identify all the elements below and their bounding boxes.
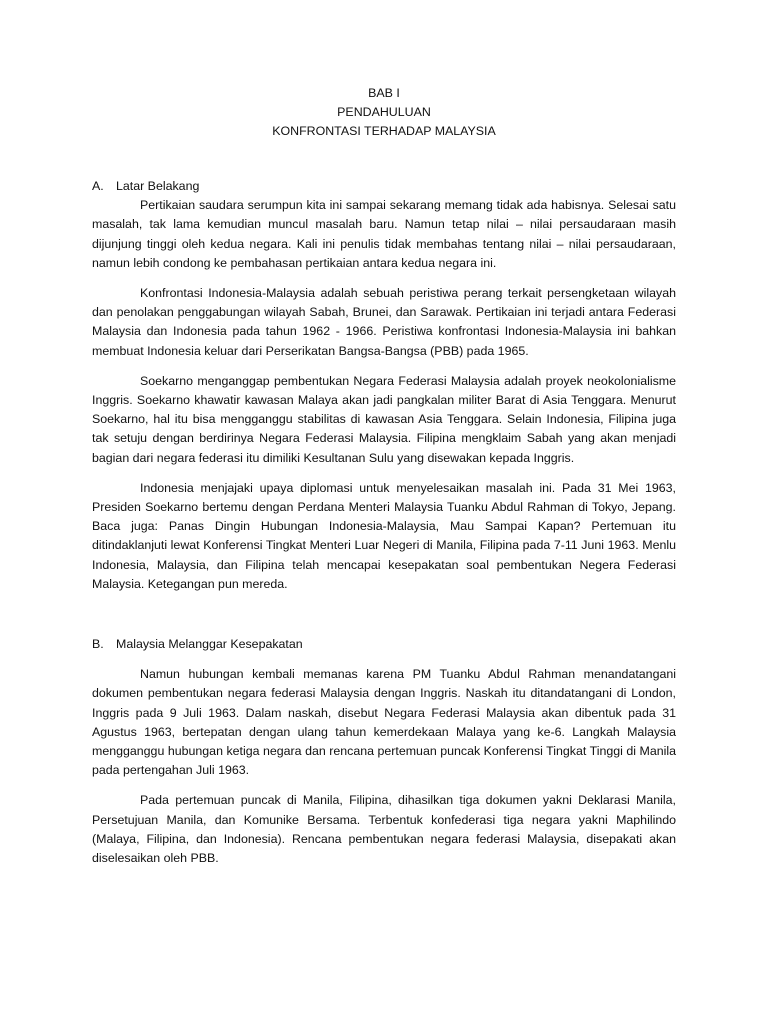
section-b-letter: B. [92,637,104,652]
section-a-letter: A. [92,179,104,193]
paragraph-a2: Konfrontasi Indonesia-Malaysia adalah sebuah peristiwa perang terkait persengketaan wilayah dan penolakan penggabungan wilayah Sabah, Brunei, dan Sarawak. Pertikaian ini terjadi antara Federasi Malaysia dan Indonesia pada tahun 1962 - 1966. Peristiwa konfrontasi Indonesia-Malaysia ini bahkan membuat Indonesia keluar dari Perserikatan Bangsa-Bangsa (PBB) pada 1965. [92,286,676,358]
section-b-heading [92,635,676,654]
section-spacer [92,605,676,635]
paragraph-a1: Pertikaian saudara serumpun kita ini sampai sekarang memang tidak ada habisnya. Selesai satu masalah, tak lama kemudian muncul masalah baru. Namun tetap nilai – nilai persaudaraan masih dijunjung tinggi oleh kedua negara. Kali ini penulis tidak membahas tentang nilai – nilai persaudaraan, namun lebih condong ke pembahasan pertikaian antara kedua negara ini. [92,198,676,270]
chapter-subtitle: KONFRONTASI TERHADAP MALAYSIA [272,124,496,138]
paragraph-a3: Soekarno menganggap pembentukan Negara Federasi Malaysia adalah proyek neokolonialisme Inggris. Soekarno khawatir kawasan Malaya akan jadi pangkalan militer Barat di Asia Tenggara. Menurut Soekarno, hal itu bisa mengganggu stabilitas di kawasan Asia Tenggara. Selain Indonesia, Filipina juga tak setuju dengan berdirinya Negara Federasi Malaysia. Filipina mengklaim Sabah yang akan menjadi bagian dari negara federasi itu dimiliki Kesultanan Sulu yang disewakan kepada Inggris. [92,373,676,465]
chapter-number: BAB I [368,86,400,100]
paragraph-b1: Namun hubungan kembali memanas karena PM Tuanku Abdul Rahman menandatangani dokumen pembentukan negara federasi Malaysia dengan Inggris. Naskah itu ditandatangani di London, Inggris pada 9 Juli 1963. Dalam naskah, disebut Negara Federasi Malaysia akan dibentuk pada 31 Agustus 1963, bertepatan dengan ulang tahun kemerdekaan Malaya yang ke-6. Langkah Malaysia mengganggu hubungan ketiga negara dan rencana pertemuan puncak Konferensi Tingkat Tinggi di Manila pada pertengahan Juli 1963. [92,667,676,778]
section-a-title: Latar Belakang [116,179,200,193]
document-page [92,84,676,879]
chapter-title: PENDAHULUAN [337,105,431,119]
chapter-title-block [92,84,676,141]
section-b-title: Malaysia Melanggar Kesepakatan [116,637,303,652]
paragraph-a4: Indonesia menjajaki upaya diplomasi untuk menyelesaikan masalah ini. Pada 31 Mei 1963, Presiden Soekarno bertemu dengan Perdana Menteri Malaysia Tuanku Abdul Rahman di Tokyo, Jepang. Baca juga: Panas Dingin Hubungan Indonesia-Malaysia, Mau Sampai Kapan? Pertemuan itu ditindaklanjuti lewat Konferensi Tingkat Menteri Luar Negeri di Manila, Filipina pada 7-11 Juni 1963. Menlu Indonesia, Malaysia, dan Filipina telah mencapai kesepakatan soal pembentukan Negera Federasi Malaysia. Ketegangan pun mereda. [92,480,676,591]
section-a-heading [92,177,676,196]
paragraph-b2: Pada pertemuan puncak di Manila, Filipina, dihasilkan tiga dokumen yakni Deklarasi Manila, Persetujuan Manila, dan Komunike Bersama. Terbentuk konfederasi tiga negara yakni Maphilindo (Malaya, Filipina, dan Indonesia). Rencana pembentukan negara federasi Malaysia, disepakati akan diselesaikan oleh PBB. [92,793,676,866]
